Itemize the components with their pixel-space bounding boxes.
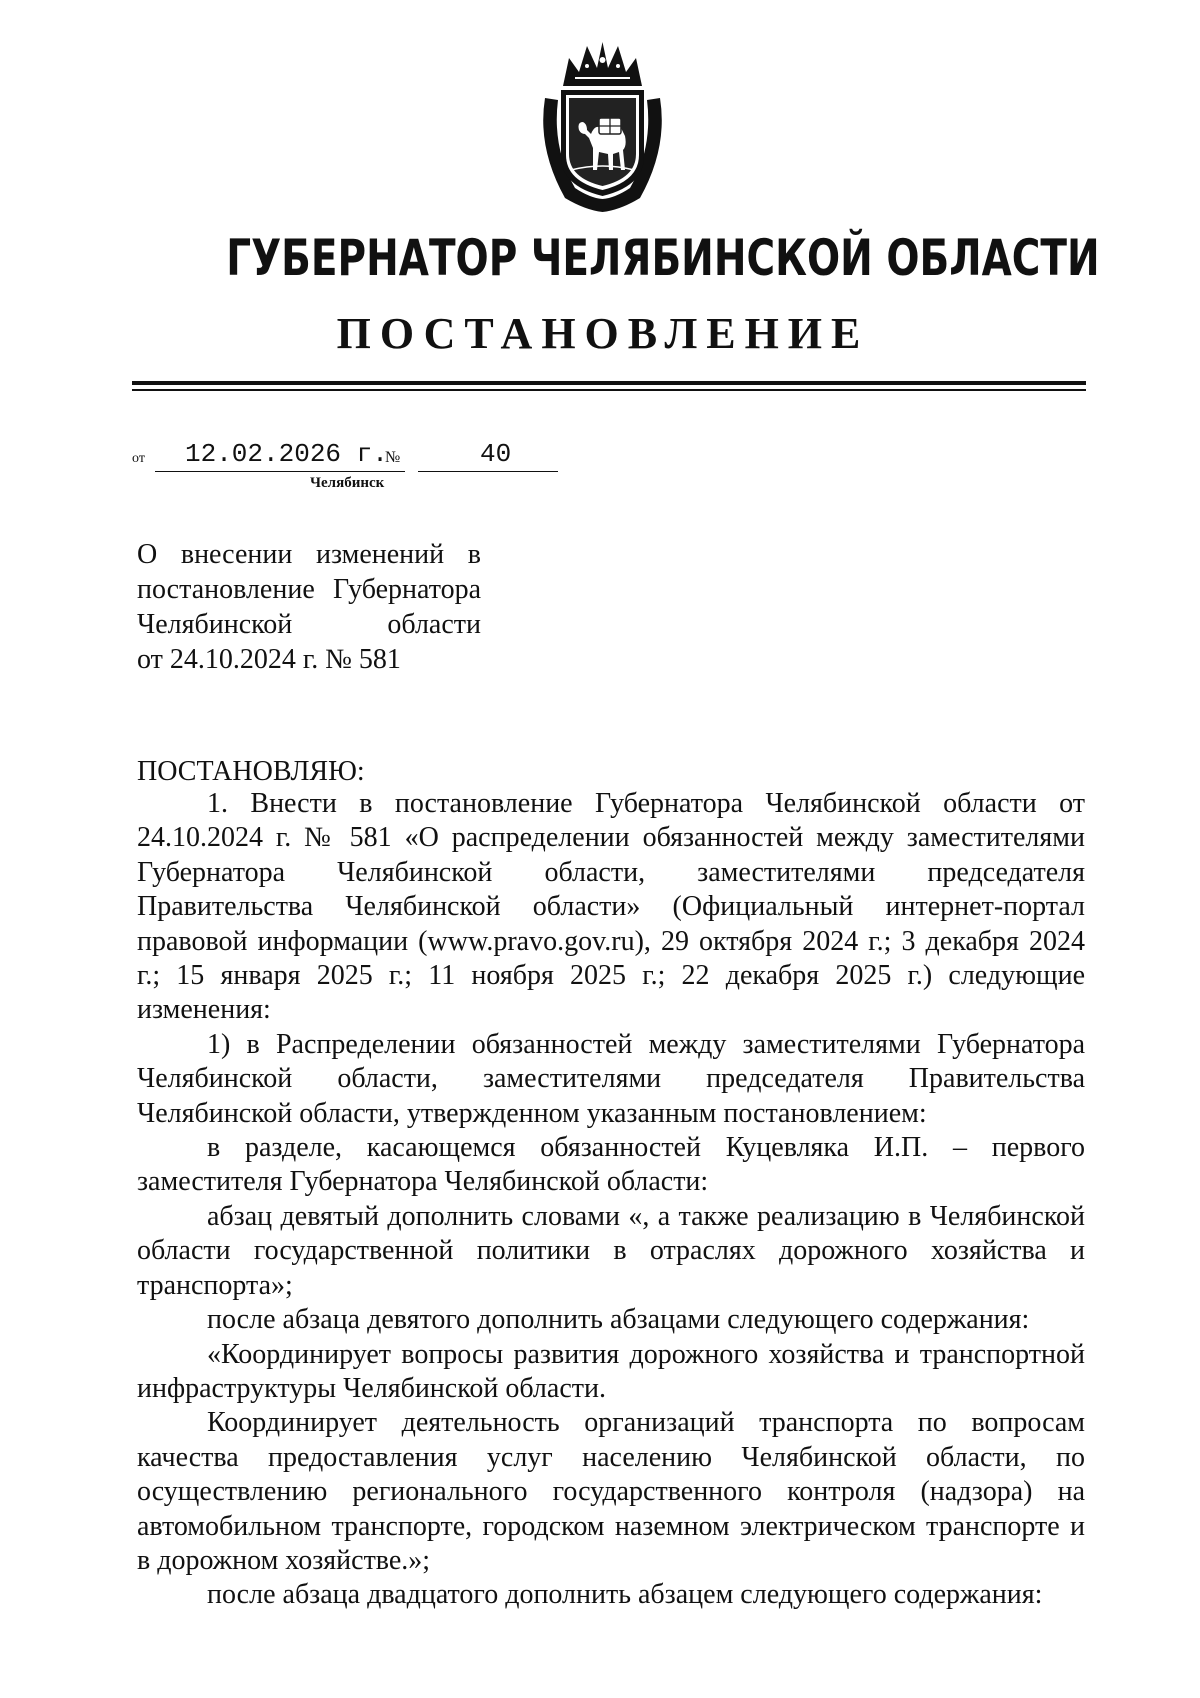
- header-divider-thin: [132, 389, 1086, 391]
- body-paragraph: «Координирует вопросы развития дорожного хозяйства и транспортной инфраструктуры Челябинской области.: [137, 1338, 1085, 1404]
- number-sign: №: [385, 449, 401, 466]
- body-paragraph: Координирует деятельность организаций транспорта по вопросам качества предоставления услуг населению Челябинской области, по осуществлению регионального государственного контроля (надзора) на автомобильном транспорте, городском наземном электрическом транспорте и в дорожном хозяйстве.»;: [137, 1407, 1085, 1576]
- body-paragraph: после абзаца девятого дополнить абзацами следующего содержания:: [207, 1304, 1030, 1336]
- header-divider: [132, 381, 1086, 385]
- coat-of-arms-icon: [535, 38, 670, 214]
- document-number: 40: [418, 437, 558, 472]
- subject-line: О внесении изменений в: [137, 539, 481, 570]
- date-prefix: от: [132, 451, 145, 466]
- document-subject: [137, 537, 481, 677]
- body-paragraph: 1) в Распределении обязанностей между заместителями Губернатора Челябинской области, заместителями председателя Правительства Челябинской области, утвержденном указанным постановлением:: [137, 1028, 1085, 1129]
- subject-line: от 24.10.2024 г. № 581: [137, 644, 401, 675]
- issuer-title: ГУБЕРНАТОР ЧЕЛЯБИНСКОЙ ОБЛАСТИ: [226, 229, 1100, 287]
- document-date: 12.02.2026 г.: [155, 437, 405, 472]
- document-type: ПОСТАНОВЛЕНИЕ: [336, 309, 870, 358]
- body-paragraph: в разделе, касающемся обязанностей Куцевляка И.П. – первого заместителя Губернатора Челябинской области:: [137, 1132, 1085, 1198]
- body-paragraph: абзац девятый дополнить словами «, а также реализацию в Челябинской области государственной политики в отраслях дорожного хозяйства и транспорта»;: [137, 1200, 1085, 1301]
- subject-line: постановление Губернатора: [137, 574, 481, 605]
- decree-word: ПОСТАНОВЛЯЮ:: [137, 756, 365, 787]
- subject-line: Челябинской области: [137, 609, 481, 640]
- document-body: [137, 787, 1085, 1613]
- issue-city: Челябинск: [310, 475, 385, 491]
- body-paragraph: 1. Внести в постановление Губернатора Челябинской области от 24.10.2024 г. № 581 «О распределении обязанностей между заместителями Губернатора Челябинской области, заместителями председателя Правительства Челябинской области» (Официальный интернет-портал правовой информации (www.pravo.gov.ru), 29 октября 2024 г.; 3 декабря 2024 г.; 15 января 2025 г.; 11 ноября 2025 г.; 22 декабря 2025 г.) следующие изменения:: [137, 788, 1085, 1026]
- body-paragraph: после абзаца двадцатого дополнить абзацем следующего содержания:: [207, 1579, 1043, 1611]
